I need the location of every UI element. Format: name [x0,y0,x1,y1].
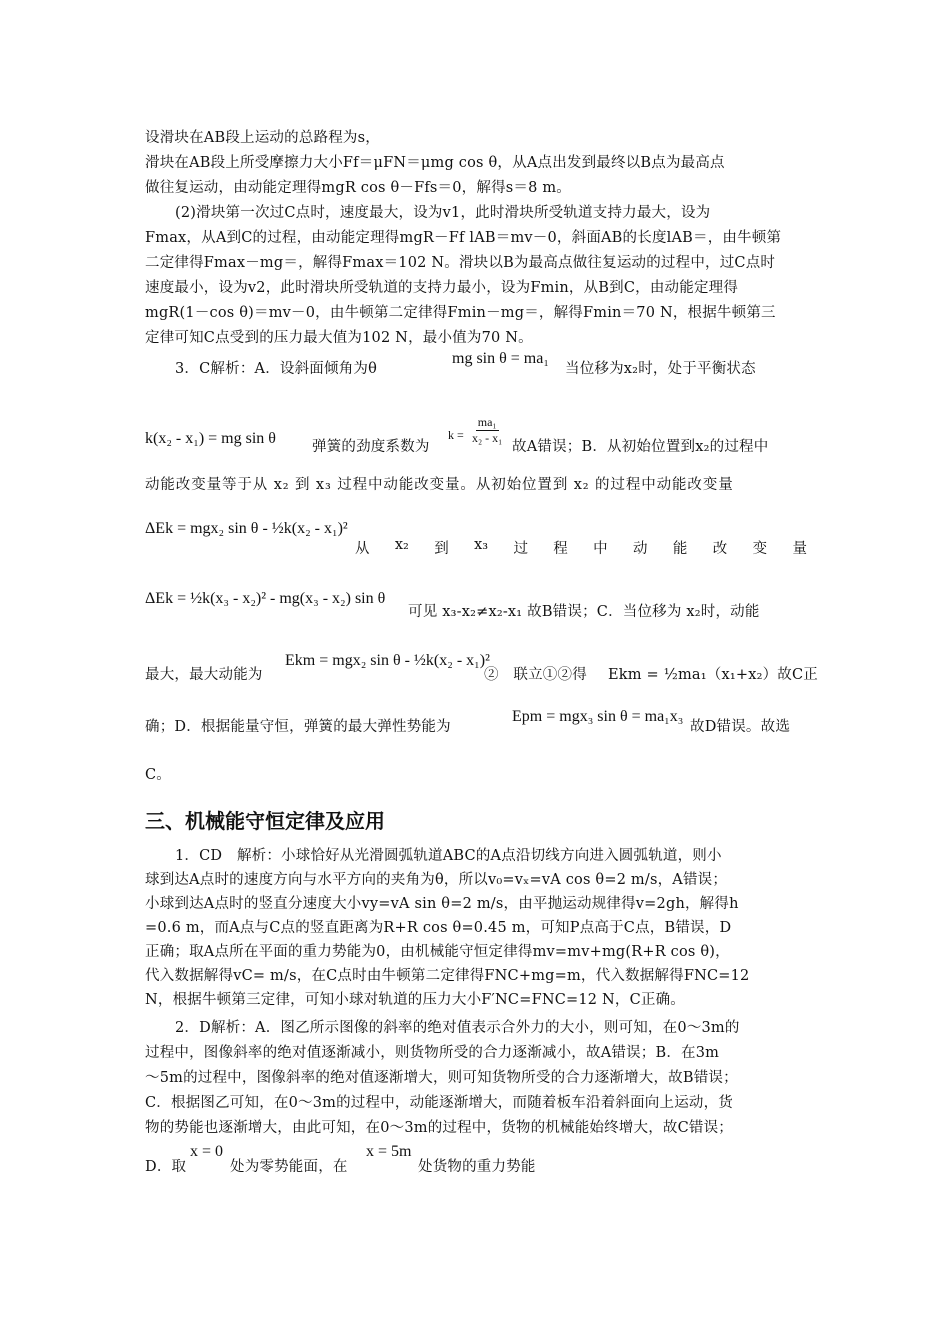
text-line: 处货物的重力势能 [418,1159,536,1175]
text-line: 过程中，图像斜率的绝对值逐渐减小，则货物所受的合力逐渐减小，故A错误；B．在3m [145,1045,720,1061]
text-line: ～5m的过程中，图像斜率的绝对值逐渐增大，则可知货物所受的合力逐渐增大，故B错误； [145,1070,738,1086]
text-line: 故D错误。故选 [690,719,791,735]
text-line: 做往复运动，由动能定理得mgR cos θ－Ffs＝0，解得s＝8 m。 [145,180,572,196]
text-line: 当位移为x₂时，处于平衡状态 [565,361,756,377]
text-line: 二定律得Fmax－mg＝，解得Fmax＝102 N。滑块以B为最高点做往复运动的过程中，过C点时 [145,255,776,271]
text-line: (2)滑块第一次过C点时，速度最大，设为v1，此时滑块所受轨道支持力最大，设为 [175,205,711,221]
word: x₂ [394,537,409,553]
formula: Ekm = mgx₂ sin θ - ½k(x₂ - x₁)² [285,652,490,669]
text-line: 故A错误；B．从初始位置到x₂的过程中 [512,439,769,455]
text-line: 速度最小，设为v2，此时滑块所受轨道的支持力最小，设为Fmin，从B到C，由动能定理得 [145,280,739,296]
formula: ΔEk = mgx₂ sin θ - ½k(x₂ - x₁)² [145,520,348,537]
text-line: 小球到达A点时的竖直分速度大小vy=vA sin θ=2 m/s，由平抛运动规律得v=2gh，解得h [145,896,739,912]
text-line: 2．D解析：A．图乙所示图像的斜率的绝对值表示合外力的大小，则可知，在0～3m的 [175,1020,740,1036]
text-line: 可见 x₃-x₂≠x₂-x₁ 故B错误；C．当位移为 x₂时，动能 [408,604,760,620]
fraction-numerator: ma₁ [477,415,497,429]
text-line: ② 联立①②得 [484,667,587,683]
text-line: =0.6 m，而A点与C点的竖直距离为R+R cos θ=0.45 m，可知P点高于C点，B错误，D [145,920,732,936]
word: 到 [434,541,449,557]
word: 从 [355,541,370,557]
text-line: 确；D．根据能量守恒，弹簧的最大弹性势能为 [145,719,451,735]
text-line: 定律可知C点受到的压力最大值为102 N，最小值为70 N。 [145,330,533,346]
word: 变 [752,541,768,557]
formula: Ekm = ½ma₁（x₁+x₂）故C正 [608,667,818,683]
word: 中 [593,541,608,557]
word: x₃ [474,537,489,553]
text-line: N，根据牛顿第三定律，可知小球对轨道的压力大小F′NC=FNC=12 N，C正确。 [145,992,686,1008]
text-line: 1．CD 解析：小球恰好从光滑圆弧轨道ABC的A点沿切线方向进入圆弧轨道，则小 [175,848,722,864]
text-line: Fmax，从A到C的过程，由动能定理得mgR－Ff lAB＝mv－0，斜面AB的长度lAB＝，由牛顿第 [145,230,782,246]
text-line: 最大，最大动能为 [145,667,263,683]
word: 改 [712,541,728,557]
text-line: C。 [145,767,171,783]
text-line: 滑块在AB段上所受摩擦力大小Ff＝μFN＝μmg cos θ，从A点出发到最终以B点为最高点 [145,155,725,171]
text-line: D．取 [145,1159,187,1175]
text-line: C．根据图乙可知，在0～3m的过程中，动能逐渐增大，而随着板车沿着斜面向上运动，货 [145,1095,733,1111]
text-line: 3．C解析：A．设斜面倾角为θ [175,361,378,377]
text-line: 设滑块在AB段上运动的总路程为s， [145,130,380,146]
section-heading: 三、机械能守恒定律及应用 [145,809,385,833]
formula: x = 0 [190,1143,224,1160]
text-line: mgR(1－cos θ)＝mv－0，由牛顿第二定律得Fmin－mg＝，解得Fmin＝70 N，根据牛顿第三 [145,305,776,321]
fraction [472,415,502,446]
text-line: 正确；取A点所在平面的重力势能为0，由机械能守恒定律得mv=mv+mg(R+R cos θ)， [145,944,730,960]
text-line: 弹簧的劲度系数为 [312,439,430,455]
spread-line [355,537,807,558]
formula: Epm = mgx₃ sin θ = ma₁x₃ [512,708,684,725]
word: 动 [633,541,648,557]
text-line: 物的势能也逐渐增大，由此可知，在0～3m的过程中，货物的机械能始终增大，故C错误； [145,1120,733,1136]
fraction-denominator: x₂ - x₁ [472,431,503,445]
formula: x = 5m [366,1143,412,1160]
formula: mg sin θ = ma₁ [452,350,549,367]
text-line: 处为零势能面，在 [230,1159,348,1175]
formula: ΔEk = ½k(x₃ - x₂)² - mg(x₃ - x₂) sin θ [145,590,386,607]
formula: k = [448,428,464,442]
text-line: 代入数据解得vC= m/s，在C点时由牛顿第二定律得FNC+mg=m，代入数据解得FNC=12 [145,968,750,984]
formula: k(x₂ - x₁) = mg sin θ [145,430,276,447]
text-line: 动能改变量等于从 x₂ 到 x₃ 过程中动能改变量。从初始位置到 x₂ 的过程中动能改变量 [145,477,734,493]
text-line: 球到达A点时的速度方向与水平方向的夹角为θ，所以v₀=vₓ=vA cos θ=2 m/s，A错误； [145,872,728,888]
word: 过 [513,541,528,557]
word: 能 [672,541,688,557]
word: 程 [553,541,568,557]
word: 量 [792,541,807,557]
